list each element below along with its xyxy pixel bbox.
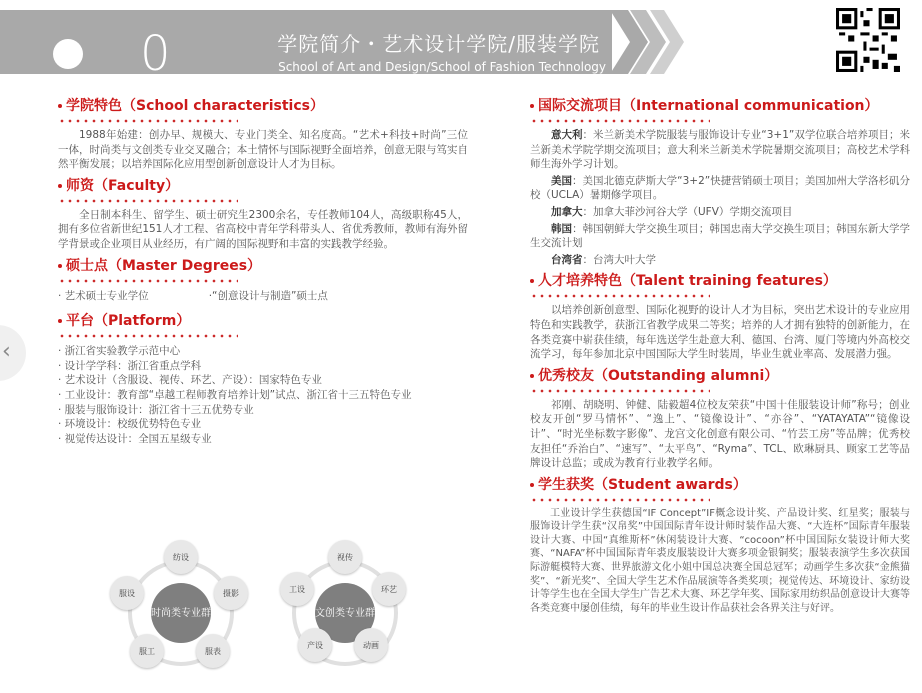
cluster-center: 文创类专业群: [315, 583, 375, 643]
cluster-node: 摄影: [214, 576, 248, 610]
talent-text: 以培养创新创意型、国际化视野的设计人才为目标，突出艺术设计的专业应用特色和实践教学，获浙江省教学成果二等奖；培养的人才拥有独特的创新能力，在各类竞赛中崭获佳绩，每年选送学生赴意大利、德国、台湾、厦门等境内外高校交流学习，每年参加北京中国国际大学生时装周，毕业生就业率高、发展潜力强。: [530, 304, 910, 361]
section-title-alumni: 优秀校友（Outstanding alumni）: [530, 366, 910, 386]
section-title-characteristics: 学院特色（School characteristics）: [58, 96, 468, 116]
qr-code-icon: [836, 8, 900, 72]
intl-canada: 加拿大：加拿大菲沙河谷大学（UFV）学期交流项目: [551, 205, 793, 218]
cluster-node: 服表: [196, 634, 230, 668]
list-item: ·“创意设计与制造”硕士点: [208, 289, 328, 302]
list-item: · 艺术硕士专业学位: [58, 289, 149, 302]
list-item: · 工业设计：教育部“卓越工程师教育培养计划”试点、浙江省十三五特色专业: [58, 388, 412, 401]
circle-icon: [53, 39, 83, 69]
dotted-divider: [530, 117, 710, 125]
section-number: 0: [140, 26, 171, 82]
dotted-divider: [530, 387, 710, 395]
dotted-divider: [530, 292, 710, 300]
intl-taiwan: 台湾省：台湾大叶大学: [551, 253, 656, 266]
header-banner: [0, 10, 612, 82]
section-title-master: 硕士点（Master Degrees）: [58, 256, 468, 276]
intl-italy: 意大利：米兰新美术学院服装与服饰设计专业“3+1”双学位联合培养项目；米兰新美术学院学期交流项目；意大利米兰新美术学院暑期交流项目；高校艺术学科师生海外学习计划。: [530, 129, 910, 171]
section-title-talent: 人才培养特色（Talent training features）: [530, 271, 910, 291]
dotted-divider: [58, 332, 238, 340]
cluster-node: 环艺: [372, 572, 406, 606]
list-item: · 环境设计：校级优势特色专业: [58, 418, 202, 431]
section-title-awards: 学生获奖（Student awards）: [530, 475, 910, 495]
section-title-platform: 平台（Platform）: [58, 311, 468, 331]
page-subtitle: School of Art and Design/School of Fashion Technology: [278, 60, 606, 74]
chevron-arrows-icon: [610, 10, 690, 74]
list-item: · 设计学学科：浙江省重点学科: [58, 359, 202, 372]
characteristics-text: 1988年始建：创办早、规模大、专业门类全、知名度高。“艺术+科技+时尚”三位一体，时尚类与文创类专业交叉融合；本土情怀与国际视野全面培养，创意无限与笃实自然平衡发展；以培养国际化应用型创新创意设计人才为目标。: [58, 129, 468, 171]
chevron-left-icon: ‹: [2, 339, 11, 364]
intl-korea: 韩国：韩国朝鲜大学交换生项目；韩国忠南大学交换生项目；韩国东新大学学生交流计划: [530, 222, 911, 250]
dotted-divider: [58, 197, 238, 205]
list-item: · 艺术设计（含服设、视传、环艺、产设）：国家特色专业: [58, 374, 322, 387]
cluster-node: 纺设: [164, 540, 198, 574]
cluster-node: 服设: [110, 576, 144, 610]
cluster-node: 工设: [280, 572, 314, 606]
awards-text: 工业设计学生获德国“IF Concept”IF概念设计奖、产品设计奖、红星奖；服装与服饰设计学生获“汉帛奖”中国国际青年设计师时装作品大赛、“大连杯”国际青年服装设计大赛、中国“真维斯杯”休闲装设计大赛、“cocoon”杯中国国际女装设计师大奖赛、“NAFA”杯中国国际青年裘皮服装设计大赛多项金银铜奖；服装表演学生多次获国际游艇模特大赛、世界旅游文化小姐中国总决赛全国总冠军；动画学生多次获“金熊猫奖”、“新光奖”、全国大学生艺术作品展演等各类奖项；视觉传达、环境设计、家纺设计等学生也在全国大学生广告艺术大赛、环艺学年奖、国际家用纺织品创意设计大赛等各类竞赛中屡创佳绩，每年的毕业生设计作品获社会各界关注与好评。: [530, 507, 910, 614]
fashion-major-cluster-diagram: [106, 538, 256, 688]
dotted-divider: [58, 117, 238, 125]
alumni-text: 祁刚、胡晓明、钟健、陆毅超4位校友荣获“中国十佳服装设计师”称号；创业校友开创“罗马情怀”、“逸上”、“镜像设计”、“亦谷”、“YATAYATA”“镜像设计”、“时光坐标数字影像”、龙宫文化创意有限公司、“竹芸工房”等品牌；优秀校友担任“乔治白”、“速写”、“太平鸟”、“Ryma”、TCL、欧琳厨具、顾家工艺等品牌设计总监；或成为教育行业教学名师。: [530, 398, 910, 470]
list-item: · 浙江省实验教学示范中心: [58, 345, 181, 358]
dotted-divider: [58, 277, 238, 285]
master-list: [58, 289, 468, 304]
faculty-text: 全日制本科生、留学生、硕士研究生2300余名，专任教师104人，高级职称45人，拥有多位省新世纪151人才工程、省高校中青年学科带头人、省优秀教师，教师有海外留学背景或企业项目从业经历，有广阔的国际视野和丰富的实践教学经验。: [58, 208, 468, 250]
intl-usa: 美国：美国北德克萨斯大学“3+2”快捷营销硕士项目；美国加州大学洛杉矶分校（UCLA）暑期修学项目。: [530, 174, 910, 202]
cultural-creative-cluster-diagram: [270, 538, 420, 688]
dotted-divider: [530, 496, 710, 504]
page-title: 学院简介・艺术设计学院/服装学院: [277, 32, 600, 56]
section-title-faculty: 师资（Faculty）: [58, 176, 468, 196]
cluster-node: 产设: [298, 628, 332, 662]
right-column: [530, 92, 910, 617]
list-item: · 服装与服饰设计：浙江省十三五优势专业: [58, 403, 254, 416]
left-column: [58, 92, 468, 446]
cluster-node: 视传: [328, 540, 362, 574]
cluster-center: 时尚类专业群: [151, 583, 211, 643]
section-title-international: 国际交流项目（International communication）: [530, 96, 910, 116]
platform-list: [58, 344, 468, 446]
cluster-node: 动画: [354, 628, 388, 662]
cluster-node: 服工: [130, 634, 164, 668]
prev-page-button[interactable]: [0, 325, 26, 381]
list-item: · 视觉传达设计：全国五星级专业: [58, 432, 212, 445]
